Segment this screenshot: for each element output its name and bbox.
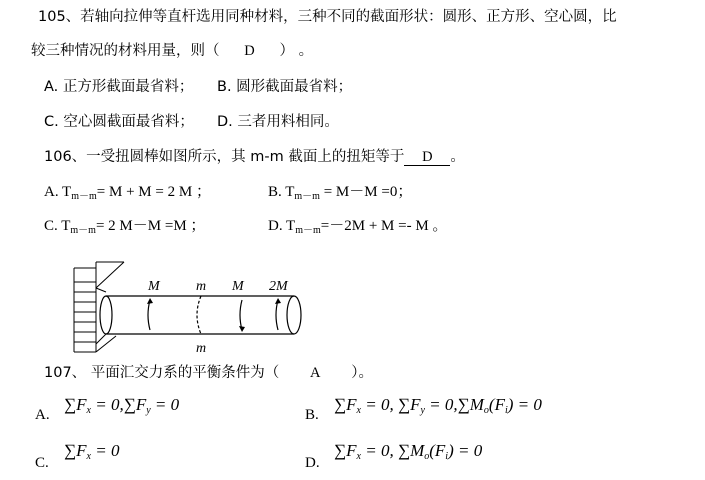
figure-label-section-m: m: [196, 279, 207, 294]
q107-option-a-formula: $\sum F_x = 0,\sum F_y = 0$: [64, 395, 180, 416]
q105-answer: D: [244, 43, 255, 59]
q105-option-b: B. 圆形截面最省料；: [217, 79, 353, 95]
q105-option-a: A. 正方形截面最省料；: [44, 79, 194, 95]
q105-stem-line1: 105、若轴向拉伸等直杆选用同种材料，三种不同的截面形状：圆形、正方形、空心圆，比: [38, 9, 617, 25]
figure-label-2m: 2M: [269, 279, 288, 294]
q107-option-c-letter: C.: [35, 455, 49, 471]
q106-answer-blank: D: [404, 150, 450, 166]
q107-answer: A: [310, 365, 321, 381]
figure-label-m2: M: [232, 279, 244, 294]
round-shaft: [100, 296, 301, 334]
q107-stem: 107、 平面汇交力系的平衡条件为（ A ）。: [44, 365, 374, 381]
q106-option-c: C. $T_{m-m}= 2$ M－M =M ；: [44, 218, 206, 236]
fixed-wall: [74, 262, 124, 352]
q107-option-a-letter: A.: [35, 407, 50, 423]
torque-arrowheads: [147, 298, 281, 332]
q106-option-d: D. $T_{m-m}=-2M + M =- M$ 。: [268, 218, 448, 236]
q106-option-a: A. $T_{m-m}= M + M = 2$ M ；: [44, 184, 211, 202]
q106-option-b: B. $T_{m-m} = M-M =0$；: [268, 184, 413, 202]
q105-option-d: D. 三者用料相同。: [217, 114, 339, 130]
figure-label-section-m-bottom: m: [196, 341, 207, 356]
q107-option-c-formula: $\sum F_x = 0$: [64, 441, 120, 462]
q107-option-b-letter: B.: [305, 407, 319, 423]
q107-option-d-letter: D.: [305, 455, 320, 471]
figure-label-m1: M: [148, 279, 160, 294]
q105-option-c: C. 空心圆截面最省料；: [44, 114, 194, 130]
q107-option-b-formula: $\sum F_x = 0$, $\sum F_y = 0,\sum M_o(F_i) = 0$: [334, 395, 542, 416]
q107-option-d-formula: $\sum F_x = 0$, $\sum M_o(F_i) = 0$: [334, 441, 483, 462]
torsion-shaft-figure: [66, 258, 306, 358]
q106-stem: 106、一受扭圆棒如图所示，其 m-m 截面上的扭矩等于 D 。: [44, 149, 465, 165]
q105-stem-line2: 较三种情况的材料用量，则（ D ） 。: [31, 43, 314, 59]
